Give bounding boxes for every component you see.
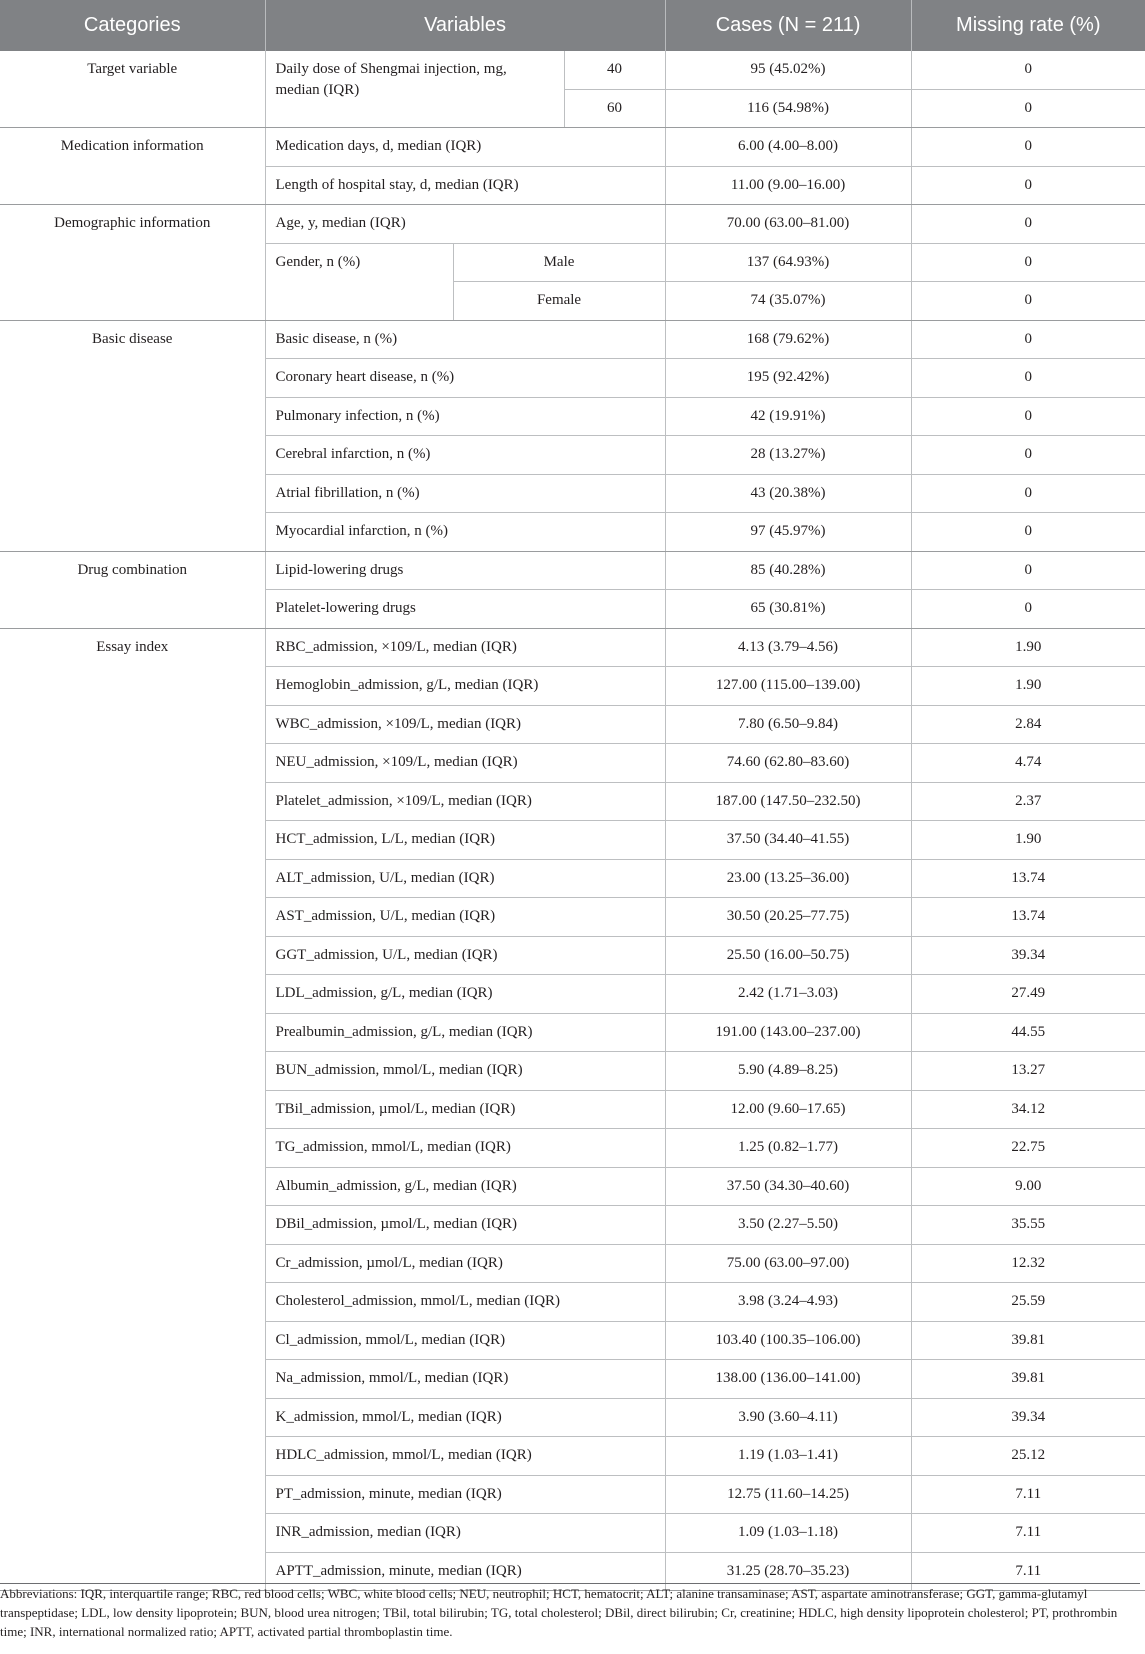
table-row	[0, 205, 1145, 244]
missing-cell: 2.37	[911, 782, 1145, 821]
missing-cell: 0	[911, 51, 1145, 89]
missing-cell: 0	[911, 243, 1145, 282]
variable-cell: APTT_admission, minute, median (IQR)	[265, 1552, 665, 1591]
variable-cell: LDL_admission, g/L, median (IQR)	[265, 975, 665, 1014]
variable-cell: Hemoglobin_admission, g/L, median (IQR)	[265, 667, 665, 706]
cases-cell: 7.80 (6.50–9.84)	[665, 705, 911, 744]
cases-cell: 103.40 (100.35–106.00)	[665, 1321, 911, 1360]
cases-cell: 95 (45.02%)	[665, 51, 911, 89]
cases-cell: 12.00 (9.60–17.65)	[665, 1090, 911, 1129]
cases-cell: 37.50 (34.40–41.55)	[665, 821, 911, 860]
variable-cell: Cr_admission, µmol/L, median (IQR)	[265, 1244, 665, 1283]
missing-cell: 0	[911, 551, 1145, 590]
cases-cell: 168 (79.62%)	[665, 320, 911, 359]
table-row	[0, 320, 1145, 359]
variable-cell: INR_admission, median (IQR)	[265, 1514, 665, 1553]
variable-cell: Prealbumin_admission, g/L, median (IQR)	[265, 1013, 665, 1052]
header-categories: Categories	[0, 0, 265, 51]
cases-cell: 31.25 (28.70–35.23)	[665, 1552, 911, 1591]
drug-combination-group	[0, 551, 1145, 628]
missing-cell: 13.27	[911, 1052, 1145, 1091]
variable-cell: Medication days, d, median (IQR)	[265, 128, 665, 167]
cases-cell: 138.00 (136.00–141.00)	[665, 1360, 911, 1399]
cases-cell: 191.00 (143.00–237.00)	[665, 1013, 911, 1052]
missing-cell: 1.90	[911, 821, 1145, 860]
missing-cell: 13.74	[911, 898, 1145, 937]
missing-cell: 22.75	[911, 1129, 1145, 1168]
variable-cell: Coronary heart disease, n (%)	[265, 359, 665, 398]
category-cell: Essay index	[0, 628, 265, 1591]
missing-cell: 0	[911, 282, 1145, 321]
cases-cell: 187.00 (147.50–232.50)	[665, 782, 911, 821]
cases-cell: 3.90 (3.60–4.11)	[665, 1398, 911, 1437]
missing-cell: 7.11	[911, 1514, 1145, 1553]
variable-cell: BUN_admission, mmol/L, median (IQR)	[265, 1052, 665, 1091]
table-row	[0, 51, 1145, 89]
cases-cell: 85 (40.28%)	[665, 551, 911, 590]
missing-cell: 0	[911, 128, 1145, 167]
missing-cell: 44.55	[911, 1013, 1145, 1052]
variable-cell: Platelet-lowering drugs	[265, 590, 665, 629]
cases-cell: 12.75 (11.60–14.25)	[665, 1475, 911, 1514]
basic-disease-group	[0, 320, 1145, 551]
missing-cell: 7.11	[911, 1475, 1145, 1514]
variable-cell: K_admission, mmol/L, median (IQR)	[265, 1398, 665, 1437]
variable-cell: Cerebral infarction, n (%)	[265, 436, 665, 475]
missing-cell: 0	[911, 359, 1145, 398]
variable-cell: GGT_admission, U/L, median (IQR)	[265, 936, 665, 975]
table-row	[0, 128, 1145, 167]
subgroup-cell: 40	[564, 51, 665, 89]
cases-cell: 74.60 (62.80–83.60)	[665, 744, 911, 783]
missing-cell: 27.49	[911, 975, 1145, 1014]
missing-cell: 35.55	[911, 1206, 1145, 1245]
missing-cell: 0	[911, 436, 1145, 475]
cases-cell: 28 (13.27%)	[665, 436, 911, 475]
missing-cell: 7.11	[911, 1552, 1145, 1591]
missing-cell: 0	[911, 397, 1145, 436]
cases-cell: 127.00 (115.00–139.00)	[665, 667, 911, 706]
subgroup-cell: 60	[564, 89, 665, 128]
cases-cell: 70.00 (63.00–81.00)	[665, 205, 911, 244]
header-variables: Variables	[265, 0, 665, 51]
category-cell: Medication information	[0, 128, 265, 205]
cases-cell: 25.50 (16.00–50.75)	[665, 936, 911, 975]
missing-cell: 4.74	[911, 744, 1145, 783]
missing-cell: 0	[911, 89, 1145, 128]
footnote: Abbreviations: IQR, interquartile range; RBC, red blood cells; WBC, white blood cells; NEU, neutrophil; HCT, hematocrit; ALT; alanine transaminase; AST, aspartate aminotransferase; GGT, gamma-glutamyl transpeptidase; LDL, low density lipoprotein; BUN, blood urea nitrogen; TBil, total bilirubin; TG, total cholesterol; DBil, direct bilirubin; Cr, creatinine; HDLC, high density lipoprotein cholesterol; PT, prothrombin time; INR, international normalized ratio; APTT, activated partial thromboplastin time.	[0, 1583, 1140, 1641]
cases-cell: 137 (64.93%)	[665, 243, 911, 282]
missing-cell: 2.84	[911, 705, 1145, 744]
missing-cell: 12.32	[911, 1244, 1145, 1283]
table-row	[0, 551, 1145, 590]
missing-cell: 25.12	[911, 1437, 1145, 1476]
category-cell: Basic disease	[0, 320, 265, 551]
table-row	[0, 628, 1145, 667]
missing-cell: 0	[911, 205, 1145, 244]
category-cell: Target variable	[0, 51, 265, 128]
variable-cell: Age, y, median (IQR)	[265, 205, 665, 244]
missing-cell: 0	[911, 320, 1145, 359]
cases-cell: 43 (20.38%)	[665, 474, 911, 513]
subgroup-cell: Female	[453, 282, 665, 321]
missing-cell: 0	[911, 474, 1145, 513]
header-row	[0, 0, 1145, 51]
missing-cell: 39.34	[911, 1398, 1145, 1437]
variable-cell: TG_admission, mmol/L, median (IQR)	[265, 1129, 665, 1168]
variable-cell: HDLC_admission, mmol/L, median (IQR)	[265, 1437, 665, 1476]
cases-cell: 195 (92.42%)	[665, 359, 911, 398]
variable-cell: DBil_admission, µmol/L, median (IQR)	[265, 1206, 665, 1245]
missing-cell: 0	[911, 166, 1145, 205]
cases-cell: 3.50 (2.27–5.50)	[665, 1206, 911, 1245]
missing-cell: 0	[911, 590, 1145, 629]
cases-cell: 65 (30.81%)	[665, 590, 911, 629]
variable-cell: PT_admission, minute, median (IQR)	[265, 1475, 665, 1514]
variable-cell: Lipid-lowering drugs	[265, 551, 665, 590]
cases-cell: 74 (35.07%)	[665, 282, 911, 321]
variable-cell: Daily dose of Shengmai injection, mg, median (IQR)	[265, 51, 564, 128]
missing-cell: 1.90	[911, 628, 1145, 667]
variable-cell: Pulmonary infection, n (%)	[265, 397, 665, 436]
category-cell: Drug combination	[0, 551, 265, 628]
subgroup-cell: Male	[453, 243, 665, 282]
missing-cell: 34.12	[911, 1090, 1145, 1129]
variable-cell: RBC_admission, ×109/L, median (IQR)	[265, 628, 665, 667]
variable-cell: Basic disease, n (%)	[265, 320, 665, 359]
cases-cell: 6.00 (4.00–8.00)	[665, 128, 911, 167]
missing-cell: 9.00	[911, 1167, 1145, 1206]
cases-cell: 5.90 (4.89–8.25)	[665, 1052, 911, 1091]
variable-cell: TBil_admission, µmol/L, median (IQR)	[265, 1090, 665, 1129]
variable-cell: Albumin_admission, g/L, median (IQR)	[265, 1167, 665, 1206]
missing-cell: 39.81	[911, 1360, 1145, 1399]
cases-cell: 1.09 (1.03–1.18)	[665, 1514, 911, 1553]
variable-cell: Cl_admission, mmol/L, median (IQR)	[265, 1321, 665, 1360]
variable-cell: NEU_admission, ×109/L, median (IQR)	[265, 744, 665, 783]
missing-cell: 25.59	[911, 1283, 1145, 1322]
cases-cell: 23.00 (13.25–36.00)	[665, 859, 911, 898]
cases-cell: 1.19 (1.03–1.41)	[665, 1437, 911, 1476]
header-cases: Cases (N = 211)	[665, 0, 911, 51]
variable-cell: ALT_admission, U/L, median (IQR)	[265, 859, 665, 898]
missing-cell: 13.74	[911, 859, 1145, 898]
cases-cell: 97 (45.97%)	[665, 513, 911, 552]
category-cell: Demographic information	[0, 205, 265, 321]
cases-cell: 3.98 (3.24–4.93)	[665, 1283, 911, 1322]
missing-cell: 0	[911, 513, 1145, 552]
variable-cell: WBC_admission, ×109/L, median (IQR)	[265, 705, 665, 744]
missing-cell: 39.81	[911, 1321, 1145, 1360]
variable-cell: Gender, n (%)	[265, 243, 453, 320]
cases-cell: 1.25 (0.82–1.77)	[665, 1129, 911, 1168]
variable-cell: AST_admission, U/L, median (IQR)	[265, 898, 665, 937]
variable-cell: HCT_admission, L/L, median (IQR)	[265, 821, 665, 860]
variable-cell: Myocardial infarction, n (%)	[265, 513, 665, 552]
cases-cell: 11.00 (9.00–16.00)	[665, 166, 911, 205]
essay-index-group	[0, 628, 1145, 1591]
header-missing-rate: Missing rate (%)	[911, 0, 1145, 51]
cases-cell: 30.50 (20.25–77.75)	[665, 898, 911, 937]
variable-cell: Length of hospital stay, d, median (IQR)	[265, 166, 665, 205]
missing-cell: 1.90	[911, 667, 1145, 706]
variable-cell: Cholesterol_admission, mmol/L, median (IQR)	[265, 1283, 665, 1322]
cases-cell: 42 (19.91%)	[665, 397, 911, 436]
cases-cell: 75.00 (63.00–97.00)	[665, 1244, 911, 1283]
cases-cell: 4.13 (3.79–4.56)	[665, 628, 911, 667]
cases-cell: 37.50 (34.30–40.60)	[665, 1167, 911, 1206]
variable-cell: Platelet_admission, ×109/L, median (IQR)	[265, 782, 665, 821]
cases-cell: 116 (54.98%)	[665, 89, 911, 128]
missing-cell: 39.34	[911, 936, 1145, 975]
cases-cell: 2.42 (1.71–3.03)	[665, 975, 911, 1014]
variable-cell: Atrial fibrillation, n (%)	[265, 474, 665, 513]
variable-cell: Na_admission, mmol/L, median (IQR)	[265, 1360, 665, 1399]
